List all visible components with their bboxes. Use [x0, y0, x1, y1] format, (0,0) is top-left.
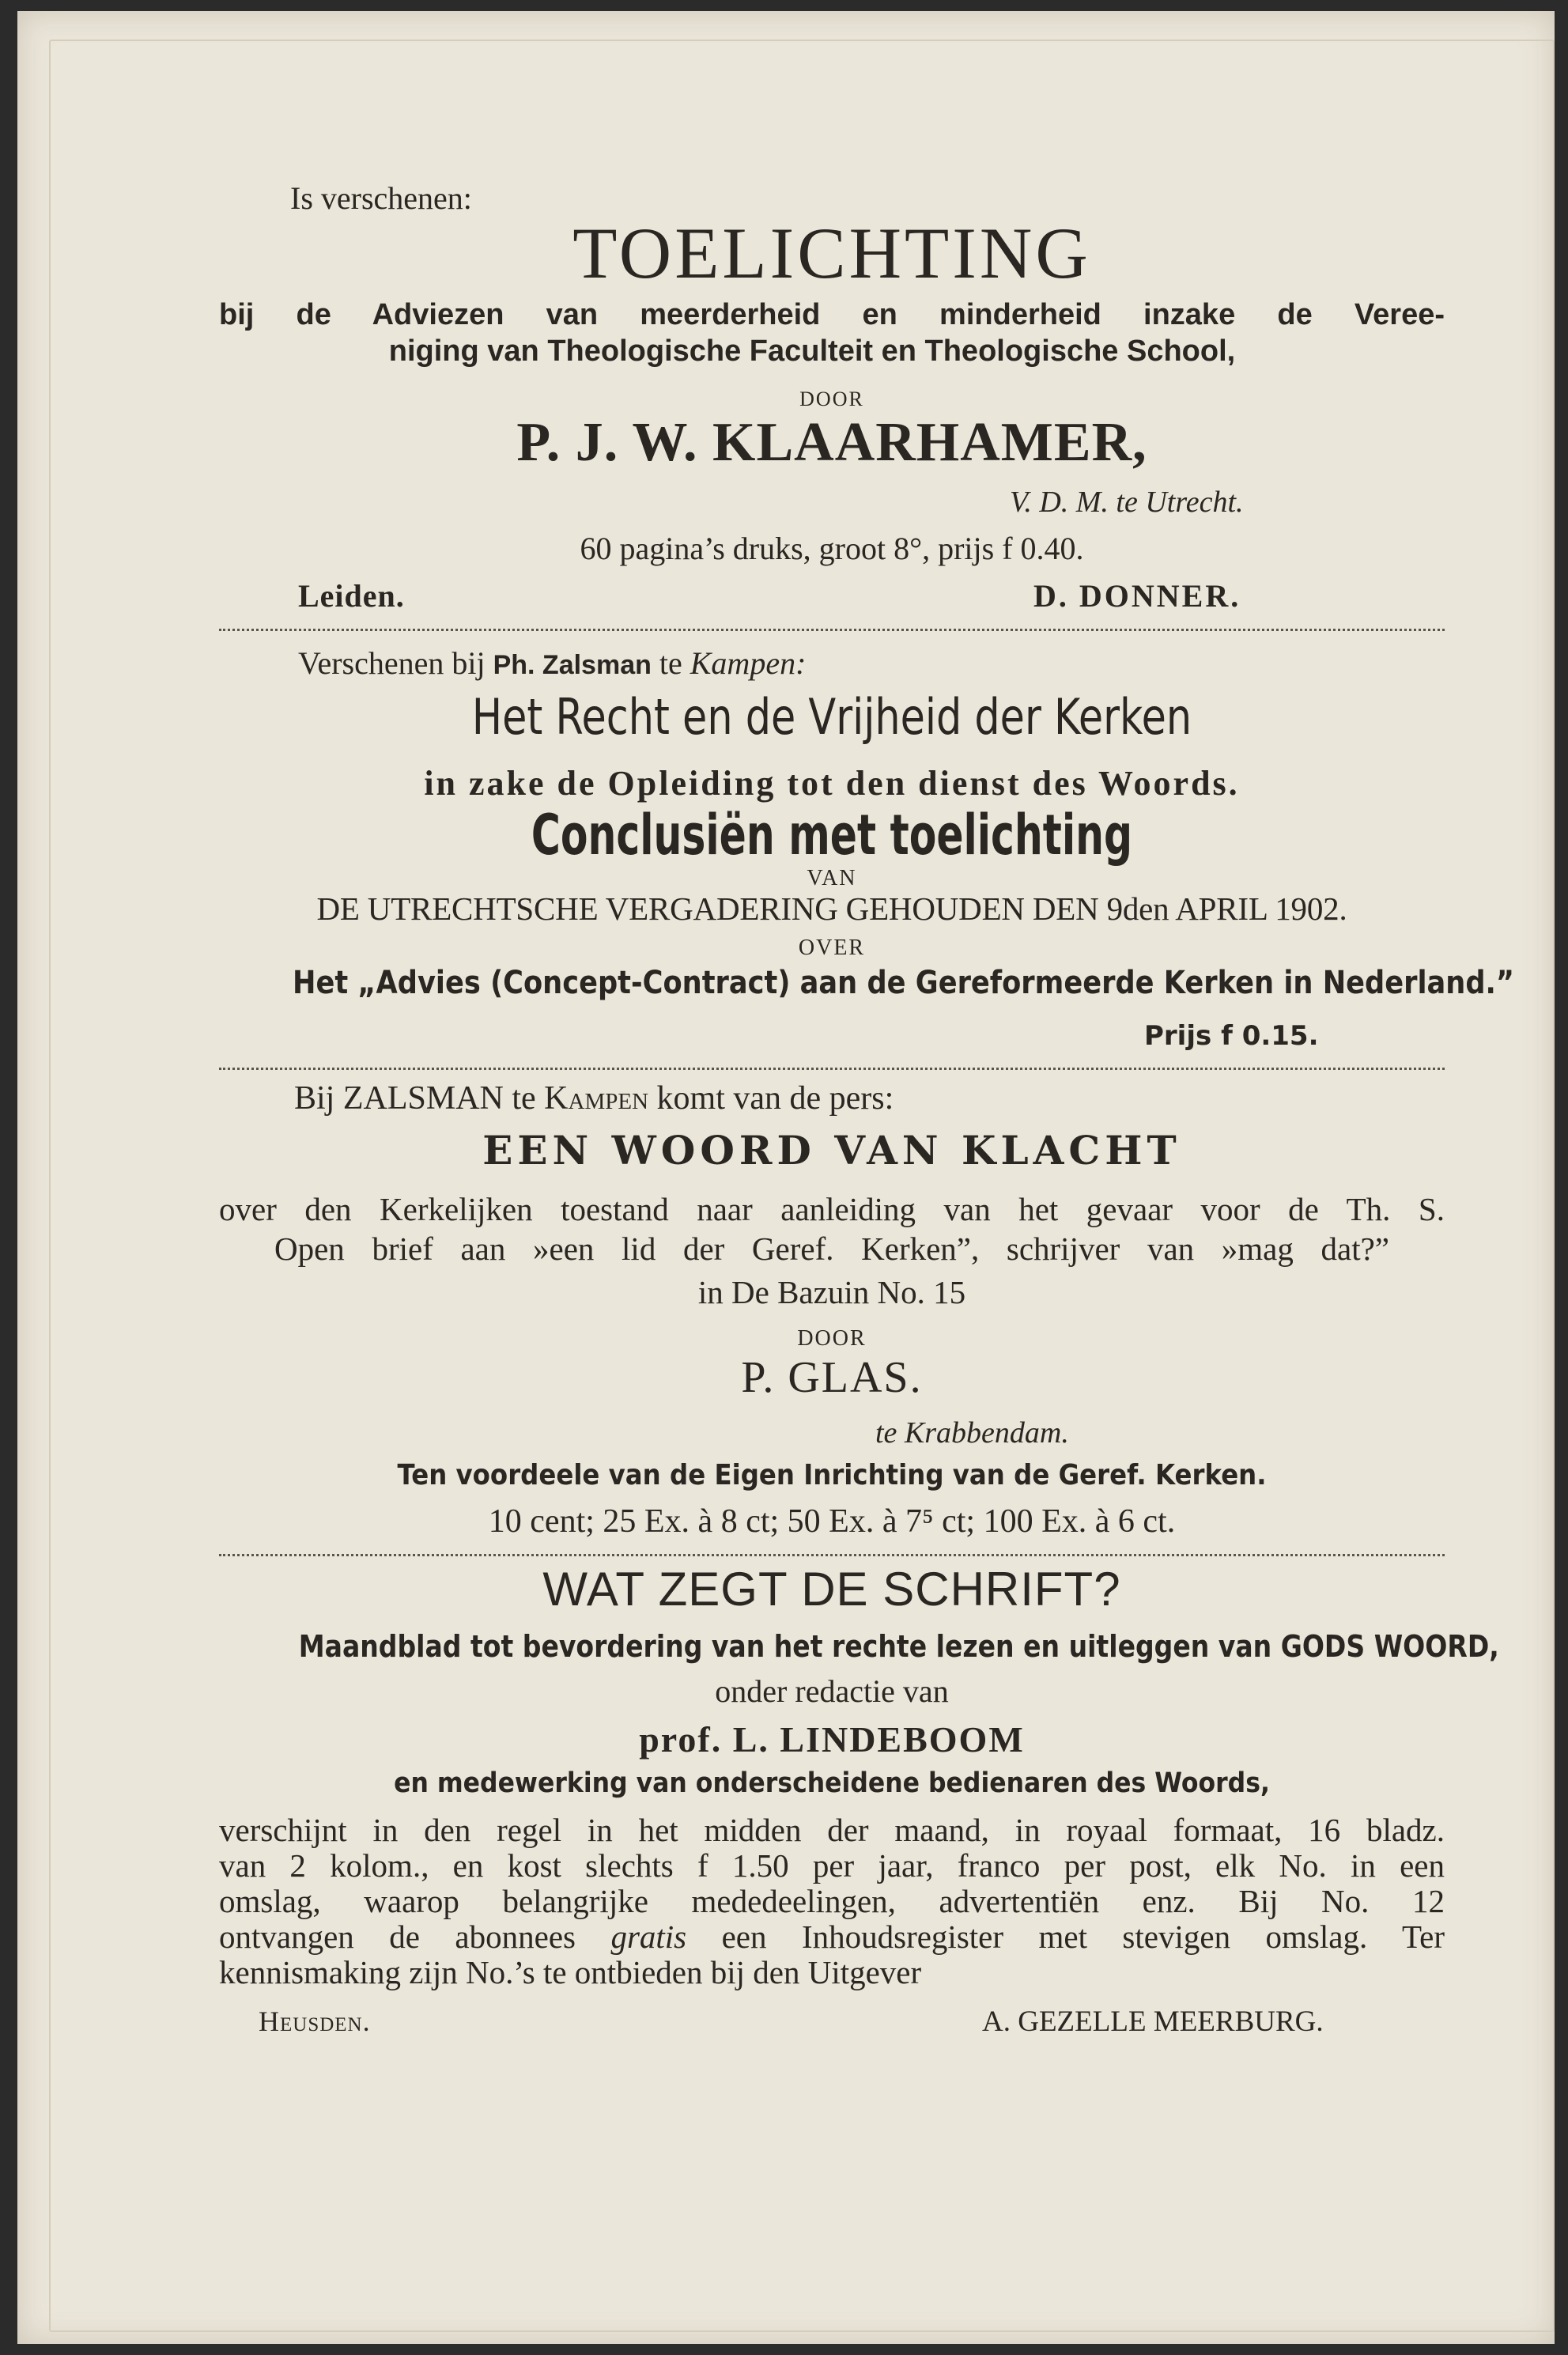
ad2-intro	[298, 645, 806, 682]
ad2-intro-place: Kampen:	[690, 645, 807, 681]
ad1-subtitle-line1: bij de Adviezen van meerderheid en minderheid inzake de Veree-	[219, 298, 1445, 331]
ad3-benefit: Ten voordeele van de Eigen Inrichting van de Geref. Kerken.	[397, 1459, 1267, 1491]
ad4-body-line5: kennismaking zijn No.’s te ontbieden bij den Uitgever	[219, 1954, 922, 1990]
ad3-title: EEN WOORD VAN KLACHT	[482, 1127, 1181, 1174]
ad4-cooperation: en medewerking van onderscheidene bedienaren des Woords,	[394, 1767, 1270, 1799]
divider-1	[219, 629, 1445, 631]
ad4-title: WAT ZEGT DE SCHRIFT?	[542, 1563, 1121, 1616]
ad3-author: P. GLAS.	[741, 1353, 923, 1402]
ad4-editorship: onder redactie van	[715, 1673, 949, 1709]
ad3-intro-place: Kampen	[544, 1080, 649, 1117]
ad4-body-line2: van 2 kolom., en kost slechts f 1.50 per jaar, franco per post, elk No. in een	[219, 1847, 1445, 1884]
ad3-prices: 10 cent; 25 Ex. à 8 ct; 50 Ex. à 7⁵ ct; 100 Ex. à 6 ct.	[488, 1503, 1176, 1540]
ad2-intro-publisher: Ph. Zalsman	[493, 650, 652, 680]
ad2-meeting: DE UTRECHTSCHE VERGADERING GEHOUDEN DEN 9den APRIL 1902.	[316, 890, 1347, 927]
ad1-subtitle-line2: niging van Theologische Faculteit en Theologische School,	[388, 335, 1236, 368]
ad3-author-place: te Krabbendam.	[875, 1416, 1069, 1450]
ad1-by: DOOR	[799, 387, 864, 410]
ad2-subtitle: in zake de Opleiding tot den dienst des Woords.	[424, 764, 1240, 803]
ad2-intro-post: te	[651, 645, 690, 681]
ad1-title: TOELICHTING	[572, 213, 1091, 293]
ad3-line1: over den Kerkelijken toestand naar aanleiding van het gevaar voor de Th. S.	[219, 1191, 1445, 1227]
ad4-body-line3: omslag, waarop belangrijke mededeelingen, advertentiën enz. Bij No. 12	[219, 1883, 1445, 1919]
ad3-by: DOOR	[797, 1326, 867, 1351]
ad4-body-line4	[219, 1918, 1445, 1956]
ad2-van: VAN	[807, 866, 857, 890]
ad4-body-line4-ital: gratis	[610, 1918, 687, 1955]
ad1-publisher: D. DONNER.	[1033, 578, 1241, 614]
ad1-intro: Is verschenen:	[290, 180, 472, 216]
ad4-subtitle: Maandblad tot bevordering van het rechte lezen en uitleggen van GODS WOORD,	[298, 1629, 1499, 1664]
ad4-body-line4-pre: ontvangen de abonnees	[219, 1918, 611, 1955]
ad4-place: Heusden.	[259, 2005, 371, 2037]
ad1-details: 60 pagina’s druks, groot 8°, prijs f 0.40.	[580, 531, 1084, 566]
ad4-publisher: A. GEZELLE MEERBURG.	[982, 2005, 1324, 2038]
ad1-author-title: V. D. M. te Utrecht.	[1010, 486, 1244, 519]
ad1-author: P. J. W. KLAARHAMER,	[516, 412, 1147, 473]
ad2-over: OVER	[798, 936, 866, 960]
ad2-title2: Conclusiën met toelichting	[531, 803, 1133, 868]
ad3-line3: in De Bazuin No. 15	[697, 1274, 966, 1310]
ad3-line2: Open brief aan »een lid der Geref. Kerken”, schrijver van »mag dat?”	[274, 1230, 1389, 1267]
divider-3	[219, 1554, 1445, 1556]
ad2-intro-pre: Verschenen bij	[298, 645, 493, 681]
divider-2	[219, 1068, 1445, 1070]
ad2-advice: Het „Advies (Concept-Contract) aan de Gereformeerde Kerken in Nederland.”	[293, 965, 1515, 1001]
ad3-intro-pre: Bij ZALSMAN te	[294, 1080, 545, 1117]
ad1-place: Leiden.	[298, 578, 405, 614]
ad4-body-line4-post: een Inhoudsregister met stevigen omslag. Ter	[686, 1918, 1445, 1955]
ad2-title: Het Recht en de Vrijheid der Kerken	[471, 688, 1192, 746]
ad2-price: Prijs f 0.15.	[1144, 1020, 1319, 1052]
ad4-editor: prof. L. LINDEBOOM	[639, 1719, 1025, 1760]
ad4-body-line1: verschijnt in den regel in het midden der maand, in royaal formaat, 16 bladz.	[219, 1812, 1445, 1848]
ad3-intro-post: komt van de pers:	[648, 1080, 894, 1117]
ad3-intro	[294, 1079, 894, 1117]
